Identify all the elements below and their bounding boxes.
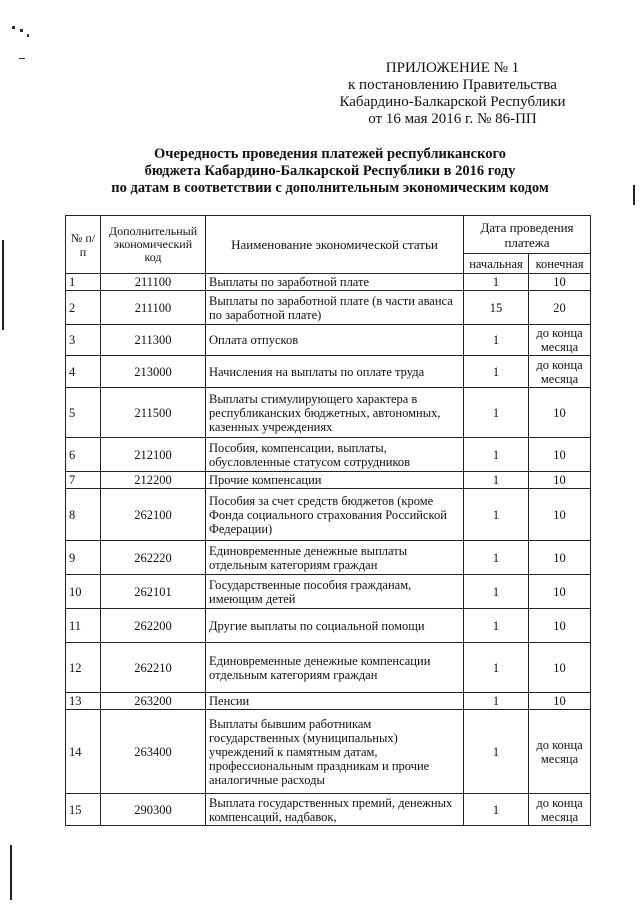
row-code: 262100 [101, 489, 206, 541]
scan-edge-mark [633, 185, 635, 205]
title-line-2: бюджета Кабардино-Балкарской Республики в 2016 году [144, 163, 516, 179]
row-number: 8 [66, 489, 101, 541]
table-row [66, 609, 591, 643]
row-start-date: 15 [464, 291, 529, 325]
row-name: Единовременные денежные выплаты отдельным категориям граждан [206, 541, 464, 575]
row-code: 211300 [101, 325, 206, 356]
row-number: 13 [66, 693, 101, 710]
scan-speck [20, 29, 23, 32]
row-name: Пособия за счет средств бюджетов (кроме Фонда социального страхования Российской Федерации) [206, 489, 464, 541]
title-line-1: Очередность проведения платежей республиканского [154, 146, 506, 162]
row-end-date: 20 [529, 291, 591, 325]
scan-edge-mark [10, 845, 12, 900]
row-end-date: 10 [529, 438, 591, 472]
row-end-date: 10 [529, 472, 591, 489]
row-name: Начисления на выплаты по оплате труда [206, 356, 464, 388]
table-row [66, 643, 591, 693]
table-row [66, 291, 591, 325]
scan-speck [19, 58, 25, 59]
row-number: 12 [66, 643, 101, 693]
row-name: Пенсии [206, 693, 464, 710]
row-number: 4 [66, 356, 101, 388]
row-code: 212100 [101, 438, 206, 472]
row-code: 263400 [101, 710, 206, 794]
row-start-date: 1 [464, 438, 529, 472]
header-name: Наименование экономической статьи [206, 216, 464, 274]
row-name: Прочие компенсации [206, 472, 464, 489]
row-start-date: 1 [464, 693, 529, 710]
row-number: 6 [66, 438, 101, 472]
row-code: 211100 [101, 291, 206, 325]
row-number: 5 [66, 388, 101, 438]
row-code: 211100 [101, 274, 206, 291]
row-code: 262200 [101, 609, 206, 643]
table-row [66, 356, 591, 388]
header-end-date: конечная [529, 254, 591, 274]
row-number: 2 [66, 291, 101, 325]
table-row [66, 710, 591, 794]
row-end-date: 10 [529, 609, 591, 643]
row-start-date: 1 [464, 710, 529, 794]
row-start-date: 1 [464, 472, 529, 489]
row-end-date: 10 [529, 693, 591, 710]
row-name: Выплаты бывшим работникам государственных (муниципальных) учреждений к памятным датам, профессиональным праздникам и прочие аналогичные расходы [206, 710, 464, 794]
row-code: 211500 [101, 388, 206, 438]
row-number: 15 [66, 794, 101, 826]
annex-header [300, 60, 605, 128]
row-end-date: до конца месяца [529, 356, 591, 388]
row-name: Государственные пособия гражданам, имеющим детей [206, 575, 464, 609]
table-row [66, 438, 591, 472]
row-code: 213000 [101, 356, 206, 388]
row-code: 290300 [101, 794, 206, 826]
annex-reference: к постановлению Правительства [348, 77, 557, 93]
row-end-date: 10 [529, 575, 591, 609]
row-name: Оплата отпусков [206, 325, 464, 356]
title-line-3: по датам в соответствии с дополнительным экономическим кодом [111, 180, 549, 196]
row-code: 263200 [101, 693, 206, 710]
header-start-date: начальная [464, 254, 529, 274]
row-start-date: 1 [464, 388, 529, 438]
table-row [66, 693, 591, 710]
row-start-date: 1 [464, 794, 529, 826]
document-title [70, 146, 590, 197]
row-end-date: до конца месяца [529, 325, 591, 356]
row-start-date: 1 [464, 356, 529, 388]
row-start-date: 1 [464, 643, 529, 693]
row-code: 212200 [101, 472, 206, 489]
row-end-date: 10 [529, 489, 591, 541]
scan-speck [12, 26, 15, 29]
row-start-date: 1 [464, 274, 529, 291]
table-row [66, 388, 591, 438]
row-number: 10 [66, 575, 101, 609]
row-code: 262210 [101, 643, 206, 693]
annex-republic: Кабардино-Балкарской Республики [339, 94, 566, 110]
row-name: Выплаты стимулирующего характера в республиканских бюджетных, автономных, казенных учреждениях [206, 388, 464, 438]
row-number: 3 [66, 325, 101, 356]
payments-table [65, 215, 591, 826]
row-number: 14 [66, 710, 101, 794]
row-start-date: 1 [464, 325, 529, 356]
table-row [66, 274, 591, 291]
scan-speck [27, 34, 29, 37]
row-code: 262220 [101, 541, 206, 575]
table-row [66, 325, 591, 356]
row-start-date: 1 [464, 541, 529, 575]
row-number: 9 [66, 541, 101, 575]
row-name: Выплаты по заработной плате [206, 274, 464, 291]
annex-number: ПРИЛОЖЕНИЕ № 1 [385, 60, 520, 76]
table-row [66, 541, 591, 575]
header-number: № п/п [66, 216, 101, 274]
row-end-date: 10 [529, 274, 591, 291]
row-end-date: до конца месяца [529, 710, 591, 794]
row-code: 262101 [101, 575, 206, 609]
row-name: Другие выплаты по социальной помощи [206, 609, 464, 643]
annex-date: от 16 мая 2016 г. № 86-ПП [368, 111, 537, 127]
table-row [66, 489, 591, 541]
row-number: 11 [66, 609, 101, 643]
header-payment-date: Дата проведения платежа [464, 216, 591, 254]
row-start-date: 1 [464, 489, 529, 541]
row-end-date: 10 [529, 643, 591, 693]
header-code: Дополнительный экономический код [101, 216, 206, 274]
row-name: Единовременные денежные компенсации отдельным категориям граждан [206, 643, 464, 693]
table-row [66, 472, 591, 489]
row-number: 7 [66, 472, 101, 489]
table-row [66, 575, 591, 609]
row-name: Пособия, компенсации, выплаты, обусловленные статусом сотрудников [206, 438, 464, 472]
row-end-date: 10 [529, 541, 591, 575]
row-end-date: до конца месяца [529, 794, 591, 826]
row-name: Выплаты по заработной плате (в части аванса по заработной плате) [206, 291, 464, 325]
row-start-date: 1 [464, 609, 529, 643]
table-row [66, 794, 591, 826]
row-number: 1 [66, 274, 101, 291]
row-name: Выплата государственных премий, денежных компенсаций, надбавок, [206, 794, 464, 826]
row-start-date: 1 [464, 575, 529, 609]
row-end-date: 10 [529, 388, 591, 438]
scan-edge-mark [2, 240, 4, 330]
